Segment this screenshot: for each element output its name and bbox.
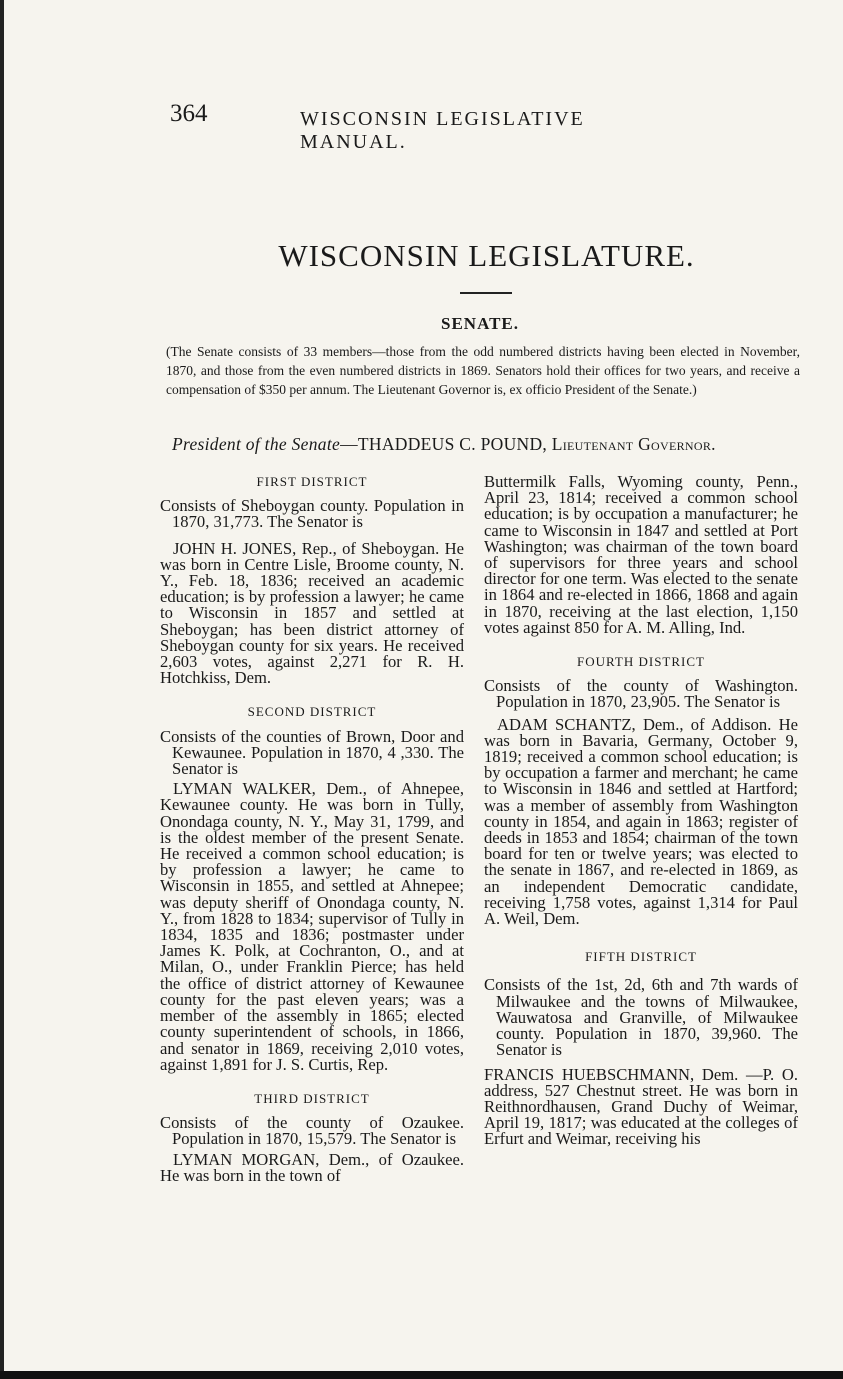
senator-bio-morgan: LYMAN MORGAN, Dem., of Ozaukee. He was born in the town of bbox=[160, 1149, 464, 1185]
district-heading-fifth: FIFTH DISTRICT bbox=[585, 949, 697, 965]
page-number: 364 bbox=[170, 100, 208, 127]
senator-bio-jones: JOHN H. JONES, Rep., of Sheboygan. He was born in Centre Lisle, Broome county, N. Y., Feb. 18, 1836; received an academic education; is by profession a lawyer; he came to Wisconsin in 1857 and settled at Sheboygan; has been district attorney of Sheboygan county for six years. He received 2,603 votes, against 2,271 for R. H. Hotchkiss, Dem. bbox=[160, 538, 464, 688]
district-description-second: Consists of the counties of Brown, Door and Kewaunee. Population in 1870, 4 ,330. The Senator is bbox=[160, 726, 464, 779]
left-column bbox=[160, 474, 464, 1184]
district-description-fifth: Consists of the 1st, 2d, 6th and 7th wards of Milwaukee and the towns of Milwaukee, Wauwatosa and Granville, of Milwaukee county. Population in 1870, 39,960. The Senator is bbox=[484, 975, 798, 1060]
page-edge bbox=[0, 0, 4, 1379]
district-heading-first: FIRST DISTRICT bbox=[256, 474, 368, 489]
district-heading-third: THIRD DISTRICT bbox=[254, 1090, 370, 1106]
president-line bbox=[172, 434, 802, 455]
scan-bottom-edge bbox=[0, 1371, 843, 1379]
district-heading-fourth: FOURTH DISTRICT bbox=[577, 654, 705, 670]
senate-heading: SENATE. bbox=[441, 314, 520, 333]
page-title: WISCONSIN LEGISLATURE. bbox=[278, 238, 695, 273]
president-dash: — bbox=[340, 434, 358, 454]
right-column bbox=[484, 474, 798, 1148]
senator-bio-schantz: ADAM SCHANTZ, Dem., of Addison. He was born in Bavaria, Germany, October 9, 1819; received a common school education; is by occupation a farmer and merchant; he came to Wisconsin in 1846 and settled at Hartford; was a member of assembly from Washington county in 1854, and again in 1863; register of deeds in 1853 and 1854; chairman of the town board for ten or twelve years; was elected to the senate in 1867, and re-elected in 1869, as an independent Democratic candidate, receiving 1,758 votes, against 1,314 for Paul A. Weil, Dem. bbox=[484, 714, 798, 929]
senator-bio-huebschmann: FRANCIS HUEBSCHMANN, Dem. —P. O. address, 527 Chestnut street. He was born in Reithnordhausen, Grand Duchy of Weimar, April 19, 1817; was educated at the colleges of Erfurt and Weimar, receiving his bbox=[484, 1064, 798, 1149]
district-description-first: Consists of Sheboygan county. Population in 1870, 31,773. The Senator is bbox=[160, 496, 464, 532]
president-label: President of the Senate bbox=[172, 434, 341, 454]
president-office: Lieutenant Governor. bbox=[551, 434, 716, 454]
senator-bio-morgan-continued: Buttermilk Falls, Wyoming county, Penn., April 23, 1814; received a common school education; is by occupation a manufacturer; he came to Wisconsin in 1847 and settled at Port Washington; was chairman of the town board of supervisors for three years and school director for one term. Was elected to the senate in 1864 and re-elected in 1866, 1868 and again in 1870, receiving at the last election, 1,150 votes against 850 for A. M. Alling, Ind. bbox=[484, 472, 798, 637]
president-name: THADDEUS C. POUND, bbox=[357, 434, 552, 454]
district-description-third: Consists of the county of Ozaukee. Population in 1870, 15,579. The Senator is bbox=[160, 1113, 464, 1149]
running-head bbox=[170, 100, 690, 153]
senate-intro: (The Senate consists of 33 members—those from the odd numbered districts having been elected in November, 1870, and those from the even numbered districts in 1869. Senators hold their offices for two years, and receive a compensation of $350 per annum. The Lieutenant Governor is, ex officio President of the Senate.) bbox=[166, 344, 800, 397]
title-rule bbox=[460, 292, 512, 294]
running-title: WISCONSIN LEGISLATIVE MANUAL. bbox=[300, 108, 585, 153]
district-description-fourth: Consists of the county of Washington. Population in 1870, 23,905. The Senator is bbox=[484, 676, 798, 712]
senator-bio-walker: LYMAN WALKER, Dem., of Ahnepee, Kewaunee county. He was born in Tully, Onondaga county, N. Y., May 31, 1799, and is the oldest member of the present Senate. He received a common school education; is by profession a lawyer; he came to Wisconsin in 1855, and settled at Ahnepee; was deputy sheriff of Onondaga county, N. Y., from 1828 to 1834; supervisor of Tully in 1834, 1835 and 1836; postmaster under James K. Polk, at Cochranton, O., and at Milan, O., under Franklin Pierce; has held the office of district attorney of Kewaunee county for the past eleven years; was a member of the assembly in 1865; elected county superintendent of schools, in 1866, and senator in 1869, receiving 2,010 votes, against 1,891 for J. S. Curtis, Rep. bbox=[160, 779, 464, 1074]
district-heading-second: SECOND DISTRICT bbox=[247, 704, 377, 720]
